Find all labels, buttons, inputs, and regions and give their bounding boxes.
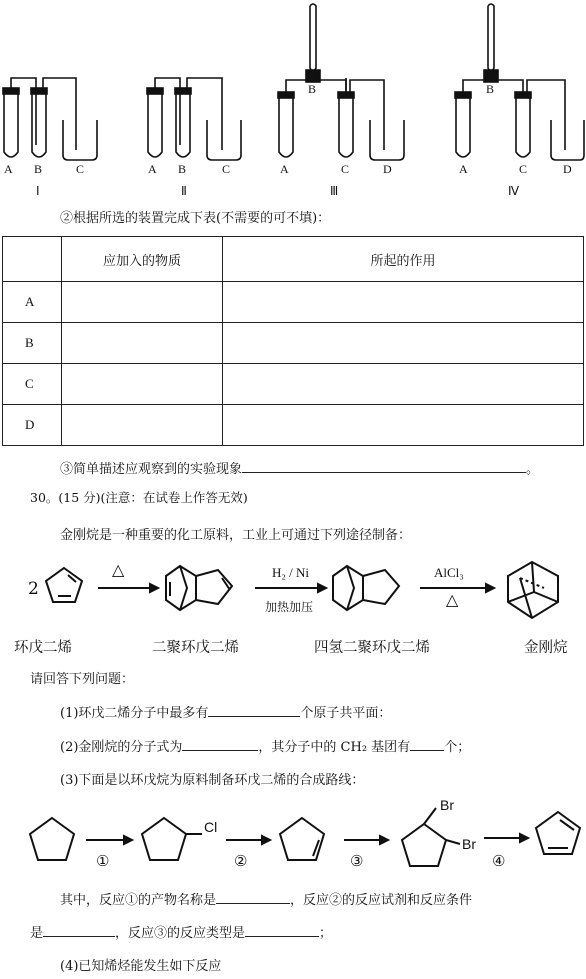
question-1-blank[interactable] [208,716,300,717]
header-function: 所起的作用 [223,237,584,282]
question-1-tail: 个原子共平面： [300,706,392,721]
table-row [3,323,584,364]
label-cl: Cl [204,819,218,835]
question-3a [60,889,472,908]
step-2: ② [234,852,248,870]
table-instruction: ②根据所选的装置完成下表(不需要的可不填)： [60,211,331,226]
question-3a-middle: ，反应②的反应试剂和反应条件 [290,893,473,908]
question-3a-text: 其中，反应①的产物名称是 [60,893,217,908]
question-3b-blank-conditions[interactable] [43,936,115,937]
label-roman-I: Ⅰ [36,184,40,198]
substance-cell[interactable] [62,405,223,446]
label-br-side: Br [462,836,476,852]
label-III-B: B [308,82,317,96]
name-dicyclopentadiene: 二聚环戊二烯 [152,640,239,656]
label-I-C: C [76,162,85,176]
observation-question [60,458,539,477]
label-II-B: B [178,162,187,176]
label-I-A: A [4,162,13,176]
label-II-C: C [222,162,231,176]
reagent-heat-pressure: 加热加压 [265,600,314,614]
intro-text: 金刚烷是一种重要的化工原料，工业上可通过下列途径制备： [60,528,412,543]
row-label: A [3,282,62,323]
question-4: (4)已知烯烃能发生如下反应 [60,959,222,974]
question-3b [30,922,332,941]
step-4: ④ [492,852,506,870]
name-tetrahydrodicyclopentadiene: 四氢二聚环戊二烯 [314,640,430,656]
label-IV-B: B [486,82,495,96]
label-I-B: B [34,162,43,176]
coefficient-2: 2 [28,579,39,599]
label-roman-IV: Ⅳ [508,184,520,198]
question-30-title: 30。(15 分)(注意：在试卷上作答无效) [30,490,248,505]
label-III-A: A [280,162,289,176]
table-row [3,282,584,323]
heat-condition-2: △ [446,590,459,609]
row-label: B [3,323,62,364]
table-row [3,364,584,405]
question-1 [60,702,391,721]
question-3b-text: 是 [30,926,44,941]
question-2-text: (2)金刚烷的分子式为 [60,740,183,755]
label-IV-A: A [459,162,468,176]
heat-condition-1: △ [112,560,125,579]
question-1-text: (1)环戊二烯分子中最多有 [60,706,209,721]
question-3b-tail: ； [319,926,333,941]
label-roman-II: Ⅱ [181,184,187,198]
answer-table [2,236,584,446]
function-cell[interactable] [223,323,584,364]
label-IV-C: C [519,162,528,176]
table-header-row [3,237,584,282]
question-3: (3)下面是以环戊烷为原料制备环戊二烯的合成路线： [60,773,365,788]
header-substance: 应加入的物质 [62,237,223,282]
label-III-D: D [383,162,392,176]
question-3a-blank[interactable] [216,903,290,904]
question-2 [60,736,470,755]
question-3b-blank-type[interactable] [245,936,319,937]
reagent-h2-ni: H₂ / Ni [272,565,310,580]
function-cell[interactable] [223,405,584,446]
label-II-A: A [148,162,157,176]
observation-period: 。 [526,462,540,477]
row-label: D [3,405,62,446]
question-2-middle: ，其分子中的 CH₂ 基团有 [258,740,411,755]
function-cell[interactable] [223,282,584,323]
reaction-scheme-1 [0,548,586,628]
question-2-tail: 个； [444,740,471,755]
function-cell[interactable] [223,364,584,405]
label-III-C: C [341,162,350,176]
label-br-top: Br [440,797,454,813]
answer-prompt: 请回答下列问题： [30,672,135,687]
name-adamantane: 金刚烷 [524,640,568,656]
label-IV-D: D [563,162,572,176]
question-3b-middle: ，反应③的反应类型是 [115,926,246,941]
observation-prompt: ③简单描述应观察到的实验现象 [60,462,243,477]
reagent-alcl3: AlCl₃ [434,565,464,580]
substance-cell[interactable] [62,282,223,323]
observation-blank[interactable] [242,472,526,473]
question-2-blank-formula[interactable] [182,750,258,751]
table-row [3,405,584,446]
question-2-blank-count[interactable] [410,750,444,751]
table-corner-cell [3,237,62,282]
name-cyclopentadiene: 环戊二烯 [14,640,72,656]
substance-cell[interactable] [62,364,223,405]
substance-cell[interactable] [62,323,223,364]
step-1: ① [96,852,110,870]
label-roman-III: Ⅲ [330,184,339,198]
apparatus-diagrams [0,0,586,200]
step-3: ③ [350,852,364,870]
row-label: C [3,364,62,405]
